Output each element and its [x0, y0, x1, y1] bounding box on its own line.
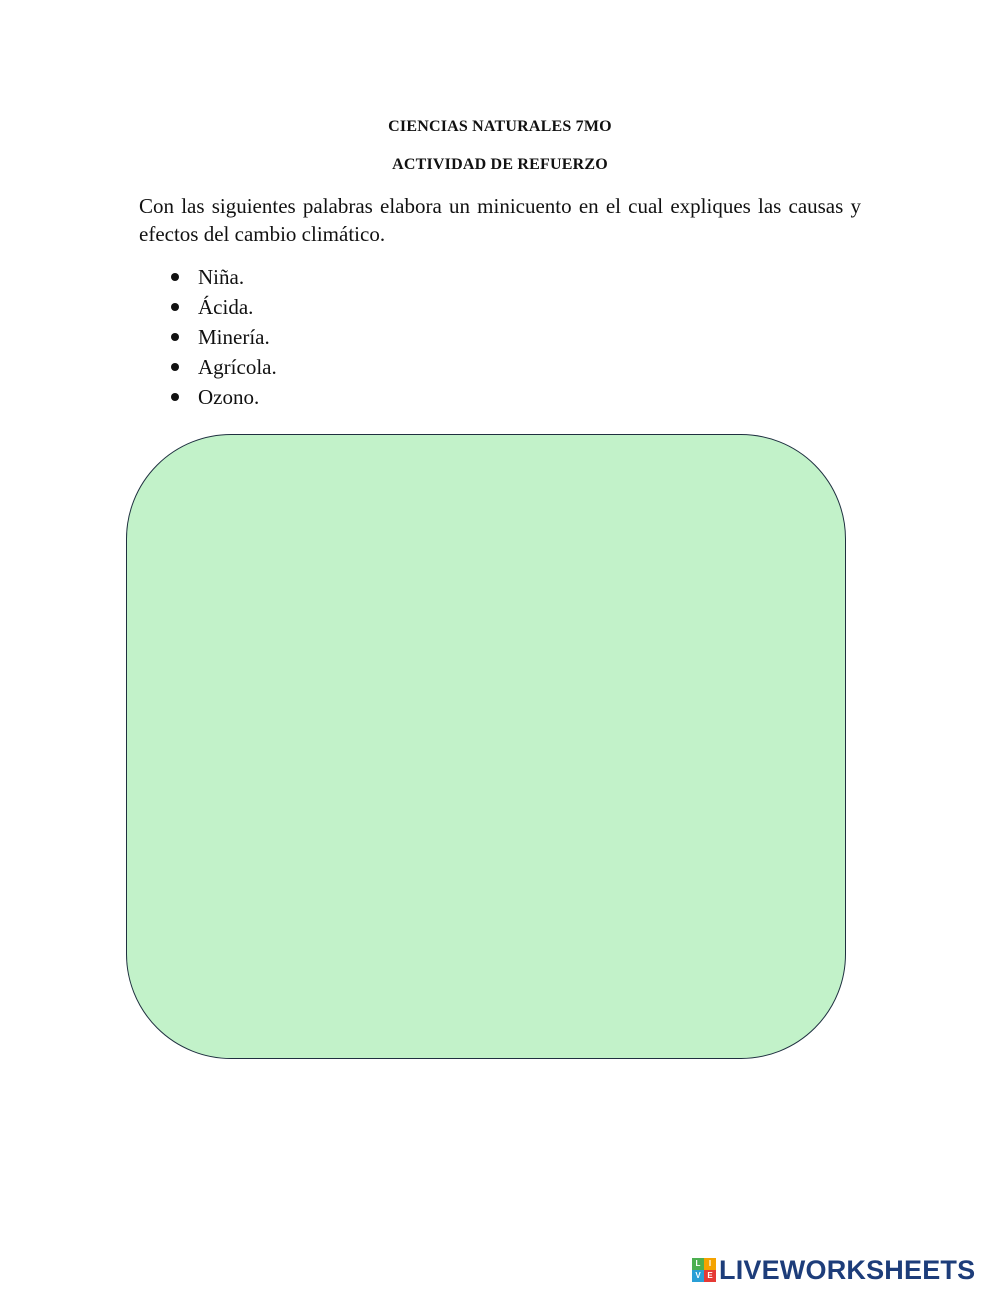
bullet-icon	[171, 273, 179, 281]
bullet-icon	[171, 363, 179, 371]
logo-letter-v: V	[692, 1270, 704, 1282]
list-item	[139, 382, 277, 412]
word-label: Ozono.	[198, 385, 260, 409]
word-list	[139, 262, 277, 412]
logo-letter-l: L	[692, 1258, 704, 1270]
activity-subtitle: ACTIVIDAD DE REFUERZO	[392, 156, 608, 173]
word-label: Agrícola.	[198, 355, 277, 379]
bullet-icon	[171, 393, 179, 401]
liveworksheets-brand	[692, 1256, 975, 1284]
instructions-text: Con las siguientes palabras elabora un minicuento en el cual expliques las causas y efectos del cambio climático.	[139, 194, 861, 246]
list-item	[139, 352, 277, 382]
list-item	[139, 292, 277, 322]
logo-letter-e: E	[704, 1270, 716, 1282]
page-title: CIENCIAS NATURALES 7MO	[388, 118, 612, 135]
logo-letter-i: I	[704, 1258, 716, 1270]
word-label: Minería.	[198, 325, 270, 349]
brand-name: LIVEWORKSHEETS	[719, 1254, 976, 1285]
liveworksheets-logo-icon	[692, 1258, 716, 1282]
word-label: Niña.	[198, 265, 245, 289]
bullet-icon	[171, 333, 179, 341]
word-label: Ácida.	[198, 295, 254, 319]
list-item	[139, 262, 277, 292]
list-item	[139, 322, 277, 352]
story-answer-box[interactable]	[126, 434, 846, 1059]
bullet-icon	[171, 303, 179, 311]
